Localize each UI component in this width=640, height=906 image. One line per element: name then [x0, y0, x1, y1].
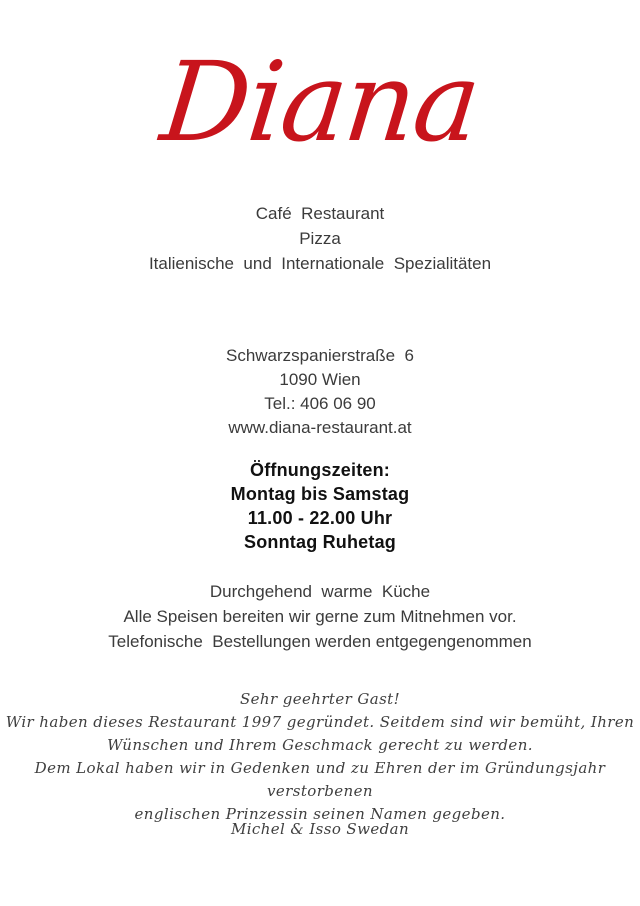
contact-website: www.diana-restaurant.at — [228, 418, 412, 437]
subtitle-line-pizza: Pizza — [299, 229, 341, 248]
info-phone-orders: Telefonische Bestellungen werden entgegengenommen — [108, 632, 532, 651]
subtitle-line-specialties: Italienische und Internationale Spezialitäten — [148, 254, 492, 273]
hours-days: Montag bis Samstag — [230, 484, 410, 504]
service-info-block — [0, 579, 640, 654]
greeting-naming-2: englischen Prinzessin seinen Namen gegeben. — [134, 805, 506, 823]
owners-signature: Michel & Isso Swedan — [230, 820, 410, 838]
greeting-salutation: Sehr geehrter Gast! — [239, 690, 401, 708]
contact-street: Schwarzspanierstraße 6 — [225, 346, 415, 365]
greeting-history-1: Wir haben dieses Restaurant 1997 gegründet. Seitdem sind wir bemüht, Ihren — [5, 713, 635, 731]
hours-heading: Öffnungszeiten: — [250, 460, 390, 480]
greeting-naming-1: Dem Lokal haben wir in Gedenken und zu Ehren der im Gründungsjahr verstorbenen — [34, 759, 611, 800]
hours-times: 11.00 - 22.00 Uhr — [247, 508, 393, 528]
hours-closed-day: Sonntag Ruhetag — [244, 532, 396, 552]
subtitle-line-cafe-restaurant: Café Restaurant — [255, 204, 385, 223]
opening-hours-block — [0, 458, 640, 554]
greeting-history-2: Wünschen und Ihrem Geschmack gerecht zu werden. — [107, 736, 533, 754]
contact-city: 1090 Wien — [279, 370, 361, 389]
contact-block — [0, 344, 640, 440]
subtitle-block — [0, 201, 640, 276]
contact-phone: Tel.: 406 06 90 — [264, 394, 376, 413]
info-warm-kitchen: Durchgehend warme Küche — [209, 582, 431, 601]
info-takeaway: Alle Speisen bereiten wir gerne zum Mitnehmen vor. — [123, 607, 517, 626]
guest-greeting-block — [0, 688, 640, 826]
restaurant-logo: Diana — [155, 38, 485, 166]
